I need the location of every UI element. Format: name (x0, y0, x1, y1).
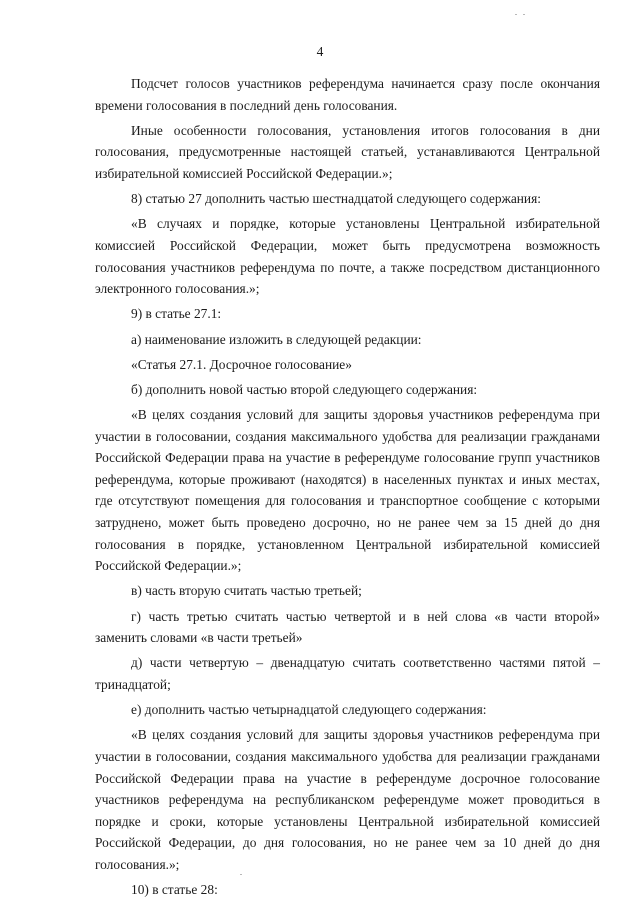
paragraph-subitem-d: д) части четвертую – двенадцатую считать соответственно частями пятой – тринадцатой; (95, 655, 600, 692)
scan-artifact (240, 874, 242, 875)
paragraph-item-9: 9) в статье 27.1: (131, 306, 222, 322)
paragraph-republican-early-voting: «В целях создания условий для защиты здоровья участников референдума при участии в голосовании, создания максимального удобства для реализации гражданами Российской Федерации права на участие в референдуме досрочное голосование участников референдума на республиканском референдуме может проводиться в порядке и сроки, которые установлены Центральной избирательной комиссией Российской Федерации, до дня голосования, но не ранее чем за 10 дней до дня голосования.»; (95, 727, 600, 872)
paragraph-subitem-b: б) дополнить новой частью второй следующего содержания: (131, 381, 478, 397)
paragraph-subitem-a: а) наименование изложить в следующей редакции: (131, 331, 422, 347)
scan-artifact (523, 14, 525, 15)
paragraph-item-10: 10) в статье 28: (131, 882, 218, 898)
paragraph-subitem-g: г) часть третью считать частью четвертой и в ней слова «в части второй» заменить словами «в части третьей» (95, 608, 600, 646)
paragraph-other-features: Иные особенности голосования, установления итогов голосования в дни голосования, предусмотренные настоящей статьей, устанавливаются Центральной избирательной комиссией Российской Федерации.»; (95, 122, 600, 181)
paragraph-early-voting-groups: «В целях создания условий для защиты здоровья участников референдума при участии в голосовании, создания максимального удобства для реализации гражданами Российской Федерации права на участие в референдуме голосование групп участников референдума, которые проживают (находятся) в населенных пунктах и иных местах, где отсутствуют помещения для голосования и транспортное сообщение с которыми затруднено, может быть проведено досрочно, но не ранее чем за 15 дней до дня голосования в порядке, установленном Центральной избирательной комиссией Российской Федерации.»; (95, 407, 600, 574)
paragraph-vote-count: Подсчет голосов участников референдума начинается сразу после окончания времени голосования в последний день голосования. (95, 76, 600, 113)
paragraph-item-8: 8) статью 27 дополнить частью шестнадцатой следующего содержания: (131, 191, 541, 207)
scan-artifact (515, 14, 517, 15)
paragraph-article-title: «Статья 27.1. Досрочное голосование» (131, 356, 352, 372)
paragraph-postal-voting: «В случаях и порядке, которые установлены Центральной избирательной комиссией Российской Федерации, может быть предусмотрена возможность голосования участников референдума по почте, а также посредством дистанционного электронного голосования.»; (95, 216, 600, 297)
paragraph-subitem-v: в) часть вторую считать частью третьей; (131, 583, 362, 599)
page-number: 4 (316, 44, 324, 59)
document-body (95, 73, 600, 904)
paragraph-subitem-e: е) дополнить частью четырнадцатой следующего содержания: (131, 702, 487, 718)
